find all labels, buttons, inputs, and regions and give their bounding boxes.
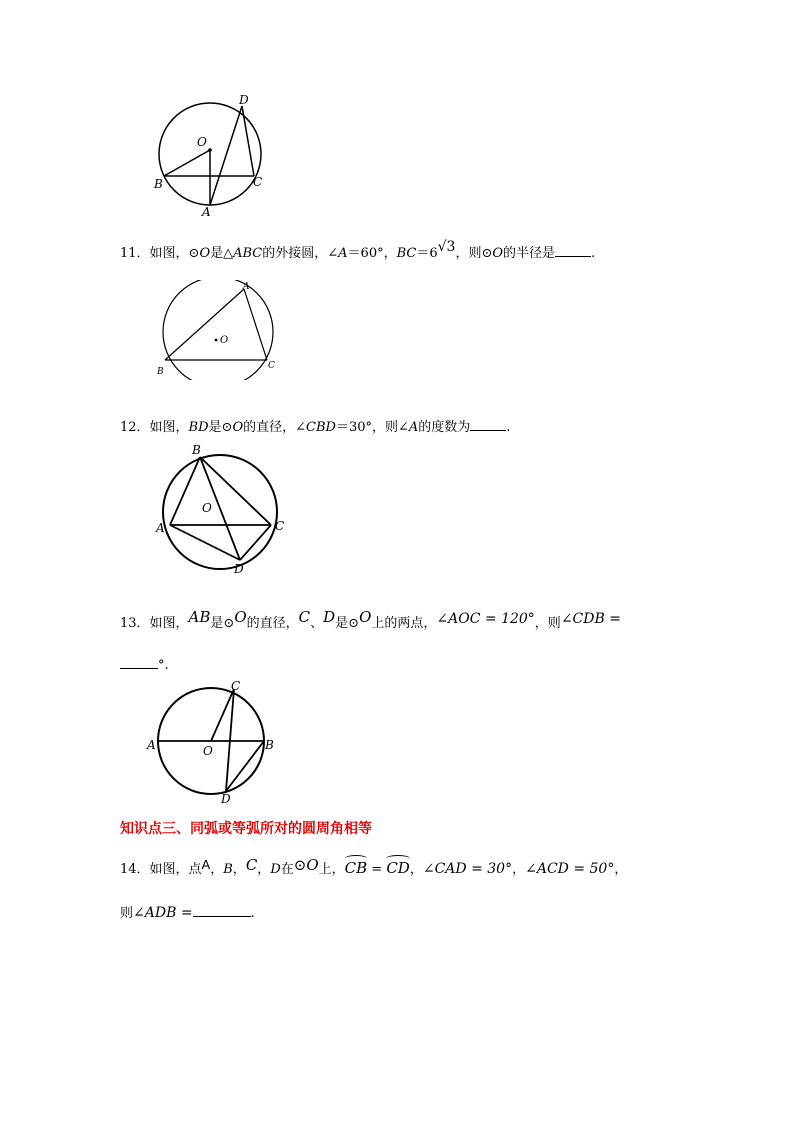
label-b: B bbox=[192, 443, 201, 457]
label-b: B bbox=[157, 367, 164, 377]
label-a: A bbox=[243, 282, 250, 292]
answer-blank[interactable] bbox=[193, 904, 251, 917]
label-o: O bbox=[220, 335, 229, 346]
label-d: D bbox=[234, 562, 244, 575]
label-c: C bbox=[231, 679, 241, 693]
label-a: A bbox=[156, 521, 165, 535]
label-b: B bbox=[154, 177, 163, 191]
question-11: 11．如图，⊙O是△ABC的外接圆，∠A＝60°，BC＝6√3，则⊙O的半径是 . bbox=[120, 239, 596, 261]
arc-cd: CD bbox=[386, 859, 410, 877]
question-12: 12．如图，BD是⊙O的直径，∠CBD＝30°，则∠A的度数为 . bbox=[120, 420, 511, 435]
circle-q12 bbox=[163, 455, 277, 569]
label-c: C bbox=[253, 175, 263, 189]
section-heading: 知识点三、同弧或等弧所对的圆周角相等 bbox=[120, 821, 372, 837]
label-o: O bbox=[197, 135, 207, 149]
arc-cb: CB bbox=[344, 859, 368, 877]
circle-q11 bbox=[163, 280, 273, 380]
label-o: O bbox=[202, 501, 212, 515]
label-d: D bbox=[239, 93, 249, 107]
label-c: C bbox=[268, 361, 275, 371]
answer-blank[interactable] bbox=[120, 656, 158, 669]
figure-q12 bbox=[150, 440, 295, 575]
question-13-line2: °. bbox=[120, 656, 169, 675]
label-d: D bbox=[221, 792, 231, 806]
figure-q13 bbox=[145, 678, 285, 808]
label-c: C bbox=[275, 519, 285, 533]
label-b: B bbox=[265, 738, 274, 752]
answer-blank[interactable] bbox=[470, 418, 506, 431]
label-o: O bbox=[203, 744, 213, 758]
figure-q11 bbox=[150, 280, 290, 380]
answer-blank[interactable] bbox=[555, 244, 591, 257]
question-13: 13．如图，AB是⊙O的直径，C、D是⊙O上的两点，∠AOC = 120°，则∠CDB = bbox=[120, 608, 621, 631]
figure-q10 bbox=[150, 92, 280, 217]
label-a: A bbox=[202, 205, 211, 217]
label-a: A bbox=[147, 738, 156, 752]
question-14: 14．如图，点A，B，C，D在⊙O上，CB = CD，∠CAD = 30°，∠ACD = 50°， bbox=[120, 856, 628, 877]
question-14-line2: 则∠ADB = . bbox=[120, 905, 255, 921]
